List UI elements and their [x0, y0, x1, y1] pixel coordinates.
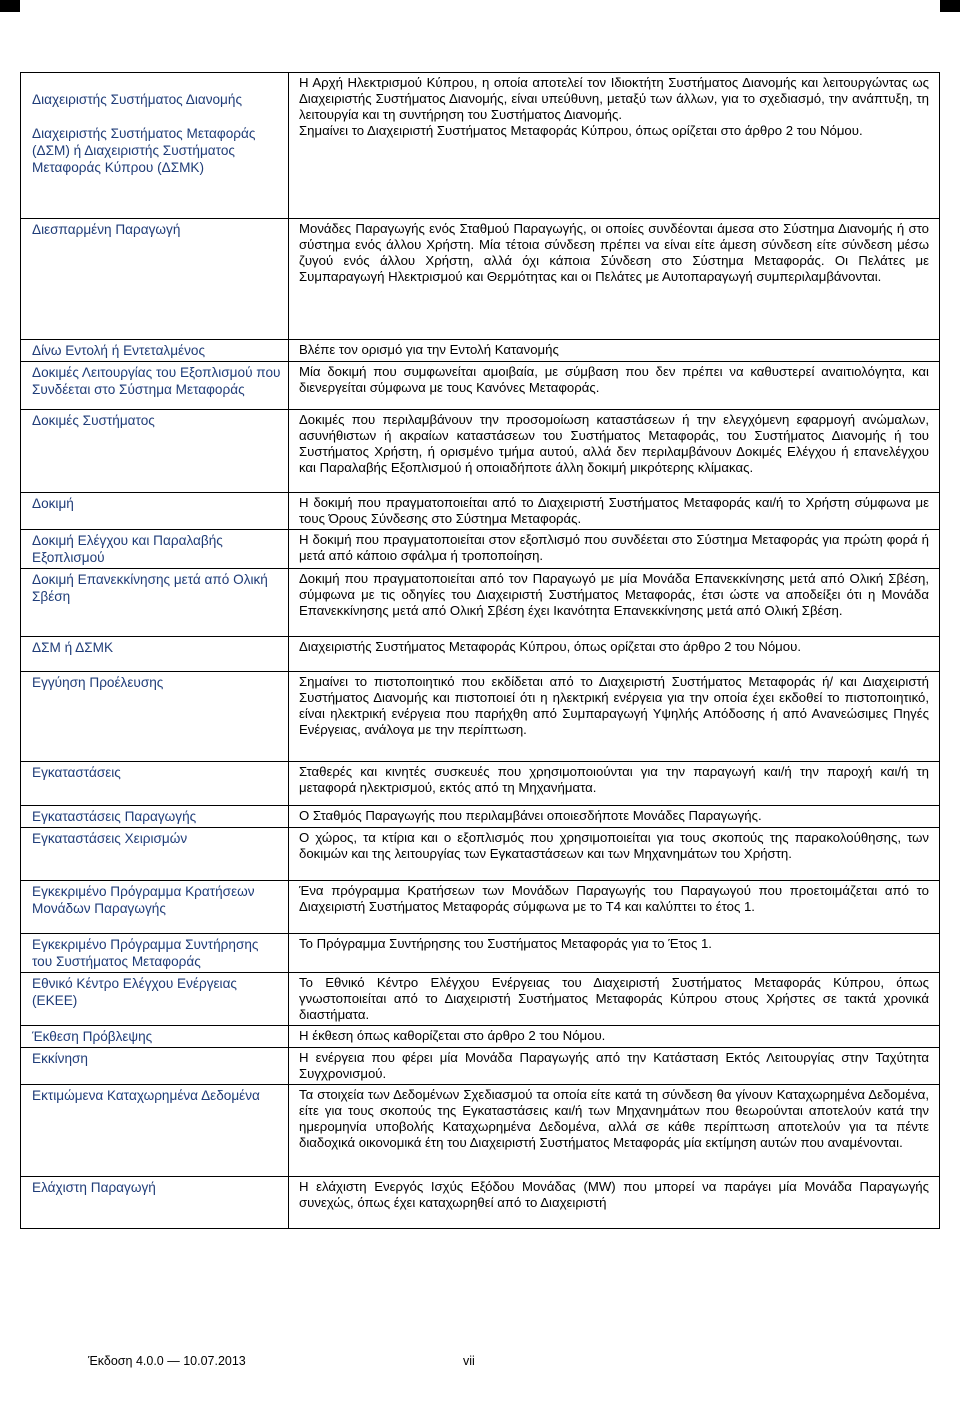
- definition-row: [21, 493, 940, 530]
- term-cell: [21, 973, 289, 1026]
- definition-row: [21, 340, 940, 362]
- term-label: ΔΣΜ ή ΔΣΜΚ: [32, 640, 114, 655]
- term-label: Δοκιμή Επανεκκίνησης μετά από Ολική Σβέση: [32, 572, 268, 604]
- term-label: Εκκίνηση: [32, 1051, 88, 1066]
- definition-cell: [289, 1085, 940, 1177]
- definition-text: Βλέπε τον ορισμό για την Εντολή Κατανομής: [299, 342, 559, 357]
- definition-row: [21, 762, 940, 806]
- term-label: Δοκιμή: [32, 496, 74, 511]
- term-cell: [21, 1085, 289, 1177]
- definition-cell: [289, 973, 940, 1026]
- definition-text: Η έκθεση όπως καθορίζεται στο άρθρο 2 του Νόμου.: [299, 1028, 606, 1043]
- definition-cell: [289, 493, 940, 530]
- definition-cell: [289, 637, 940, 672]
- term-label: Εκτιμώμενα Καταχωρημένα Δεδομένα: [32, 1088, 260, 1103]
- definition-row: [21, 637, 940, 672]
- definition-cell: [289, 934, 940, 973]
- corner-mark-top-left: [0, 0, 20, 12]
- footer-page-number: vii: [463, 1354, 475, 1368]
- definition-cell: [289, 1048, 940, 1085]
- definition-text: Η δοκιμή που πραγματοποιείται από το Διαχειριστή Συστήματος Μεταφοράς και/ή το Χρήστη σύμφωνα με τους Όρους Σύνδεσης στο Σύστημα Μεταφοράς.: [299, 495, 929, 526]
- definition-text: Μονάδες Παραγωγής ενός Σταθμού Παραγωγής, οι οποίες συνδέονται άμεσα στο Σύστημα Διανομής ή στο σύστημα ενός άλλου Χρήστη. Μία τέτοια σύνδεση πρέπει να είναι είτε άμεση σύνδεση είτε σύνδεση μέσω ζυγού ενός άλλου Χρήστη, αλλά όχι κάποια Σύνδεση στο Σύστημα Μεταφοράς. Οι Πελάτες με Συμπαραγωγή Ηλεκτρισμού και Θερμότητας και οι Πελάτες με Αυτοπαραγωγή συμπεριλαμβάνονται.: [299, 221, 929, 284]
- definition-cell: [289, 1177, 940, 1229]
- definition-cell: [289, 340, 940, 362]
- term-label: Διαχειριστής Συστήματος Διανομής: [32, 92, 242, 107]
- definition-row: [21, 828, 940, 881]
- term-cell: [21, 1048, 289, 1085]
- definition-text: Σημαίνει το Διαχειριστή Συστήματος Μεταφοράς Κύπρου, όπως ορίζεται στο άρθρο 2 του Νόμου.: [299, 123, 863, 138]
- footer-version: Έκδοση 4.0.0 — 10.07.2013: [88, 1354, 246, 1368]
- definition-text: Το Πρόγραμμα Συντήρησης του Συστήματος Μεταφοράς για το Έτος 1.: [299, 936, 712, 951]
- definition-text: Το Εθνικό Κέντρο Ελέγχου Ενέργειας του Διαχειριστή Συστήματος Μεταφοράς Κύπρου, όπως γνωστοποιείται από το Διαχειριστή Συστήματος Μεταφοράς Κύπρου στους Χρήστες σε τακτά χρονικά διαστήματα.: [299, 975, 929, 1022]
- term-cell: [21, 410, 289, 493]
- definition-text: Τα στοιχεία των Δεδομένων Σχεδιασμού τα οποία είτε κατά τη σύνδεση θα γίνουν Καταχωρημένα Δεδομένα, είτε για τους σκοπούς της Εγκαταστάσεις και/ή των Μηχανημάτων που θεωρούνται αποτελούν κατά την ημερομηνία υποβολής Καταχωρημένα Δεδομένα, αλλά σε κάθε περίπτωση αποτελούν για τα πέντε διαδοχικά οικονομικά έτη του Διαχειριστή Συστήματος Μεταφοράς μία εκτίμηση αυτών που αναμένονται.: [299, 1087, 929, 1150]
- term-cell: [21, 637, 289, 672]
- definitions-table: [20, 72, 940, 1229]
- definition-cell: [289, 828, 940, 881]
- term-label: Δοκιμές Λειτουργίας του Εξοπλισμού που Συνδέεται στο Σύστημα Μεταφοράς: [32, 365, 281, 397]
- definition-row: [21, 362, 940, 410]
- definition-text: Ένα πρόγραμμα Κρατήσεων των Μονάδων Παραγωγής του Παραγωγού που προετοιμάζεται από το Διαχειριστή Συστήματος Μεταφοράς σύμφωνα με το Τ4 και καλύπτει το έτος 1.: [299, 883, 929, 914]
- term-label: Εθνικό Κέντρο Ελέγχου Ενέργειας (ΕΚΕΕ): [32, 976, 237, 1008]
- definition-row: [21, 530, 940, 569]
- term-cell: [21, 493, 289, 530]
- definition-cell: [289, 1026, 940, 1048]
- term-cell: [21, 73, 289, 219]
- definition-text: Σταθερές και κινητές συσκευές που χρησιμοποιούνται για την παραγωγή και/ή την παροχή και/ή τη μεταφορά ηλεκτρισμού, εκτός από τη Μηχανήματα.: [299, 764, 929, 795]
- term-cell: [21, 934, 289, 973]
- definition-row: [21, 1177, 940, 1229]
- term-cell: [21, 362, 289, 410]
- corner-mark-top-right: [940, 0, 960, 12]
- definition-row: [21, 1026, 940, 1048]
- definition-cell: [289, 672, 940, 762]
- definition-cell: [289, 410, 940, 493]
- definition-row: [21, 410, 940, 493]
- term-cell: [21, 806, 289, 828]
- definition-text: Η δοκιμή που πραγματοποιείται στον εξοπλισμό που συνδέεται στο Σύστημα Μεταφοράς για πρώτη φορά ή μετά από κάποιο σφάλμα ή τροποποίηση.: [299, 532, 929, 563]
- term-cell: [21, 672, 289, 762]
- definition-cell: [289, 806, 940, 828]
- term-cell: [21, 881, 289, 934]
- term-cell: [21, 219, 289, 340]
- definition-cell: [289, 73, 940, 219]
- definition-cell: [289, 881, 940, 934]
- definition-row: [21, 219, 940, 340]
- term-cell: [21, 340, 289, 362]
- term-label: Εγκαταστάσεις Παραγωγής: [32, 809, 197, 824]
- definition-text: Η ελάχιστη Ενεργός Ισχύς Εξόδου Μονάδας (MW) που μπορεί να παράγει μία Μονάδα Παραγωγής συνεχώς, όπως έχει καταχωρηθεί από το Διαχειριστή: [299, 1179, 929, 1210]
- term-cell: [21, 530, 289, 569]
- term-label: Έκθεση Πρόβλεψης: [32, 1029, 153, 1044]
- definition-text: Ο χώρος, τα κτίρια και ο εξοπλισμός που χρησιμοποιείται για τους σκοπούς της παρακολούθησης, των δοκιμών και της λειτουργίας των Εγκαταστάσεων και των Μηχανημάτων του Χρήστη.: [299, 830, 929, 861]
- definition-row: [21, 806, 940, 828]
- definition-row: [21, 973, 940, 1026]
- term-label: Εγγύηση Προέλευσης: [32, 675, 164, 690]
- definition-row: [21, 73, 940, 219]
- definition-row: [21, 934, 940, 973]
- term-cell: [21, 569, 289, 637]
- definition-text: Ο Σταθμός Παραγωγής που περιλαμβάνει οποιεσδήποτε Μονάδες Παραγωγής.: [299, 808, 762, 823]
- definition-text: Διαχειριστής Συστήματος Μεταφοράς Κύπρου, όπως ορίζεται στο άρθρο 2 του Νόμου.: [299, 639, 801, 654]
- definition-text: Η ενέργεια που φέρει μία Μονάδα Παραγωγής από την Κατάσταση Εκτός Λειτουργίας στην Ταχύτητα Συγχρονισμού.: [299, 1050, 929, 1081]
- definition-text: Η Αρχή Ηλεκτρισμού Κύπρου, η οποία αποτελεί τον Ιδιοκτήτη Συστήματος Διανομής και λειτουργώντας ως Διαχειριστής Συστήματος Διανομής, είναι υπεύθυνη, μεταξύ των άλλων, για το σχεδιασμό, την ανάπτυξη, τη λειτουργία και τη συντήρηση του Συστήματος Διανομής.: [299, 75, 929, 122]
- term-cell: [21, 828, 289, 881]
- term-label: Δοκιμή Ελέγχου και Παραλαβής Εξοπλισμού: [32, 533, 223, 565]
- definition-row: [21, 1085, 940, 1177]
- definition-text: Μία δοκιμή που συμφωνείται αμοιβαία, με σύμβαση που δεν πρέπει να καθυστερεί αναιτιολόγητα, και διενεργείται σύμφωνα με τους Κανόνες Μεταφοράς.: [299, 364, 929, 395]
- term-label: Εγκεκριμένο Πρόγραμμα Κρατήσεων Μονάδων Παραγωγής: [32, 884, 255, 916]
- definition-cell: [289, 569, 940, 637]
- term-label: Διεσπαρμένη Παραγωγή: [32, 222, 181, 237]
- term-cell: [21, 1026, 289, 1048]
- definition-text: Δοκιμές που περιλαμβάνουν την προσομοίωση καταστάσεων ή την ελεγχόμενη εφαρμογή ανώμαλων, ασυνήθιστων ή ακραίων καταστάσεων του Συστήματος Μεταφοράς, του Συστήματος Διανομής ή του Συστήματος Χρήστη, ή ορισμένο τμήμα αυτού, αλλά δεν περιλαμβάνουν Δοκιμές Ελέγχου ή επανελέγχου και Παραλαβής Εξοπλισμού ή οποιαδήποτε άλλη δοκιμή μικρότερης κλίμακας.: [299, 412, 929, 475]
- term-label: Εγκεκριμένο Πρόγραμμα Συντήρησης του Συστήματος Μεταφοράς: [32, 937, 259, 969]
- term-label: [32, 108, 282, 125]
- term-cell: [21, 1177, 289, 1229]
- definition-row: [21, 672, 940, 762]
- definition-cell: [289, 362, 940, 410]
- definition-row: [21, 569, 940, 637]
- term-label: Διαχειριστής Συστήματος Μεταφοράς (ΔΣΜ) ή Διαχειριστής Συστήματος Μεταφοράς Κύπρου (ΔΣΜΚ): [32, 126, 256, 175]
- term-label: Εγκαταστάσεις: [32, 765, 121, 780]
- term-label: Δίνω Εντολή ή Εντεταλμένος: [32, 343, 206, 358]
- term-label: Ελάχιστη Παραγωγή: [32, 1180, 156, 1195]
- term-label: Εγκαταστάσεις Χειρισμών: [32, 831, 188, 846]
- definition-cell: [289, 762, 940, 806]
- definition-row: [21, 1048, 940, 1085]
- definition-row: [21, 881, 940, 934]
- term-cell: [21, 762, 289, 806]
- term-label: Δοκιμές Συστήματος: [32, 413, 155, 428]
- definition-cell: [289, 530, 940, 569]
- definition-text: Δοκιμή που πραγματοποιείται από τον Παραγωγό με μία Μονάδα Επανεκκίνησης μετά από Ολική Σβέση, σύμφωνα με τις οδηγίες του Διαχειριστή Συστήματος Μεταφοράς, έτσι ώστε να αποδείξει ότι η Μονάδα Επανεκκίνησης μετά από Ολική Σβέση έχει Ικανότητα Επανεκκίνησης μετά από Ολική Σβέση.: [299, 571, 929, 618]
- definition-cell: [289, 219, 940, 340]
- definition-text: Σημαίνει το πιστοποιητικό που εκδίδεται από το Διαχειριστή Συστήματος Μεταφοράς ή/ και Διαχειριστή Συστήματος Διανομής και πιστοποιεί ότι η ηλεκτρική ενέργεια για την οποία έχει εκδοθεί το πιστοποιητικό, είναι ηλεκτρική ενέργεια που παρήχθη από Συμπαραγωγή Υψηλής Απόδοσης ή από Ανανεώσιμες Πηγές Ενέργειας, ανάλογα με την περίπτωση.: [299, 674, 929, 737]
